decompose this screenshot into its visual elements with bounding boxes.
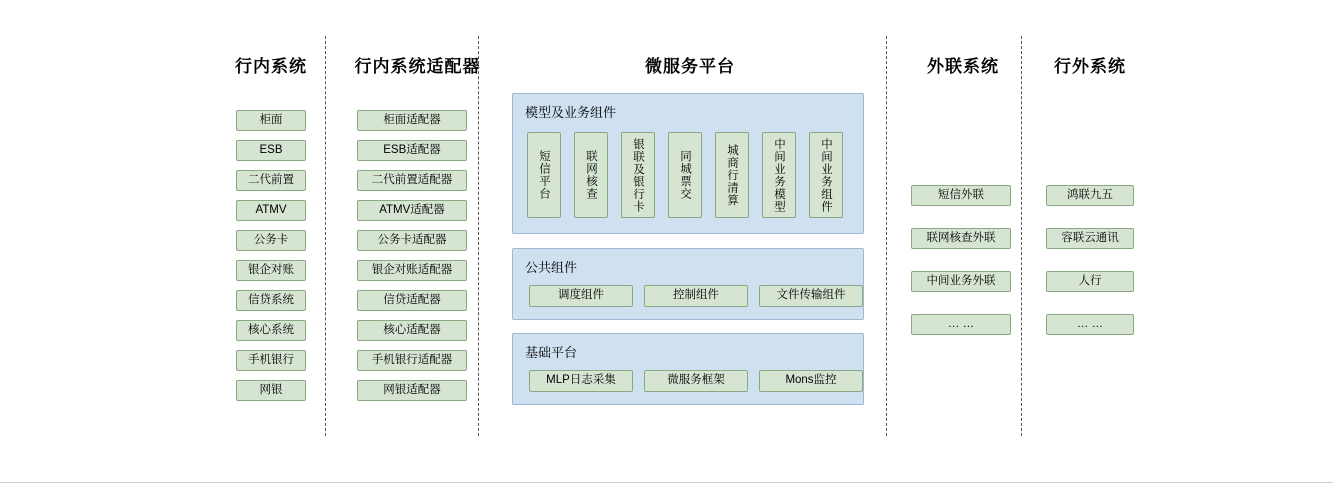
column-title-external-link-systems: 外联系统 — [927, 57, 999, 76]
external-link-systems-list — [911, 185, 1011, 335]
column-title-outside-systems: 行外系统 — [1054, 57, 1126, 76]
list-item[interactable]: ESB适配器 — [357, 140, 467, 161]
list-item[interactable]: 公务卡 — [236, 230, 306, 251]
component-node[interactable]: 银联及银行卡 — [621, 132, 655, 218]
component-node[interactable]: MLP日志采集 — [529, 370, 633, 392]
divider-2 — [478, 36, 479, 436]
panel-label: 公共组件 — [525, 260, 578, 275]
component-node[interactable]: 联网核查 — [574, 132, 608, 218]
list-item[interactable]: 短信外联 — [911, 185, 1011, 206]
list-item[interactable]: 信贷系统 — [236, 290, 306, 311]
divider-4 — [1021, 36, 1022, 436]
list-item[interactable]: 联网核查外联 — [911, 228, 1011, 249]
panel-label: 基础平台 — [525, 345, 578, 360]
panel-public-components — [512, 248, 864, 320]
component-node[interactable]: 调度组件 — [529, 285, 633, 307]
column-title-internal-adapters: 行内系统适配器 — [354, 57, 481, 76]
component-node[interactable]: 微服务框架 — [644, 370, 748, 392]
component-node[interactable]: 中间业务组件 — [809, 132, 843, 218]
list-item[interactable]: 柜面适配器 — [357, 110, 467, 131]
component-node[interactable]: 文件传输组件 — [759, 285, 863, 307]
panel-model-business-components — [512, 93, 864, 234]
component-node[interactable]: 同城票交 — [668, 132, 702, 218]
list-item[interactable]: 信贷适配器 — [357, 290, 467, 311]
list-item[interactable]: 核心适配器 — [357, 320, 467, 341]
list-item[interactable]: ESB — [236, 140, 306, 161]
list-item[interactable]: 核心系统 — [236, 320, 306, 341]
component-node[interactable]: 短信平台 — [527, 132, 561, 218]
internal-systems-list — [236, 110, 306, 401]
list-item[interactable]: ATMV适配器 — [357, 200, 467, 221]
list-item[interactable]: … … — [911, 314, 1011, 335]
list-item[interactable]: 二代前置适配器 — [357, 170, 467, 191]
list-item[interactable]: … … — [1046, 314, 1134, 335]
list-item[interactable]: 网银 — [236, 380, 306, 401]
list-item[interactable]: 二代前置 — [236, 170, 306, 191]
list-item[interactable]: 鸿联九五 — [1046, 185, 1134, 206]
list-item[interactable]: 手机银行适配器 — [357, 350, 467, 371]
divider-1 — [325, 36, 326, 436]
list-item[interactable]: 中间业务外联 — [911, 271, 1011, 292]
list-item[interactable]: 人行 — [1046, 271, 1134, 292]
list-item[interactable]: ATMV — [236, 200, 306, 221]
component-node[interactable]: 控制组件 — [644, 285, 748, 307]
component-node[interactable]: 中间业务模型 — [762, 132, 796, 218]
divider-3 — [886, 36, 887, 436]
list-item[interactable]: 银企对账适配器 — [357, 260, 467, 281]
panel-label: 模型及业务组件 — [525, 105, 617, 120]
outside-systems-list — [1046, 185, 1134, 335]
component-node[interactable]: Mons监控 — [759, 370, 863, 392]
column-title-microservice-platform: 微服务平台 — [645, 57, 735, 76]
list-item[interactable]: 柜面 — [236, 110, 306, 131]
list-item[interactable]: 手机银行 — [236, 350, 306, 371]
internal-adapters-list — [357, 110, 467, 401]
list-item[interactable]: 公务卡适配器 — [357, 230, 467, 251]
component-node[interactable]: 城商行清算 — [715, 132, 749, 218]
list-item[interactable]: 银企对账 — [236, 260, 306, 281]
column-title-internal-systems: 行内系统 — [235, 57, 307, 76]
list-item[interactable]: 网银适配器 — [357, 380, 467, 401]
list-item[interactable]: 容联云通讯 — [1046, 228, 1134, 249]
panel-base-platform — [512, 333, 864, 405]
